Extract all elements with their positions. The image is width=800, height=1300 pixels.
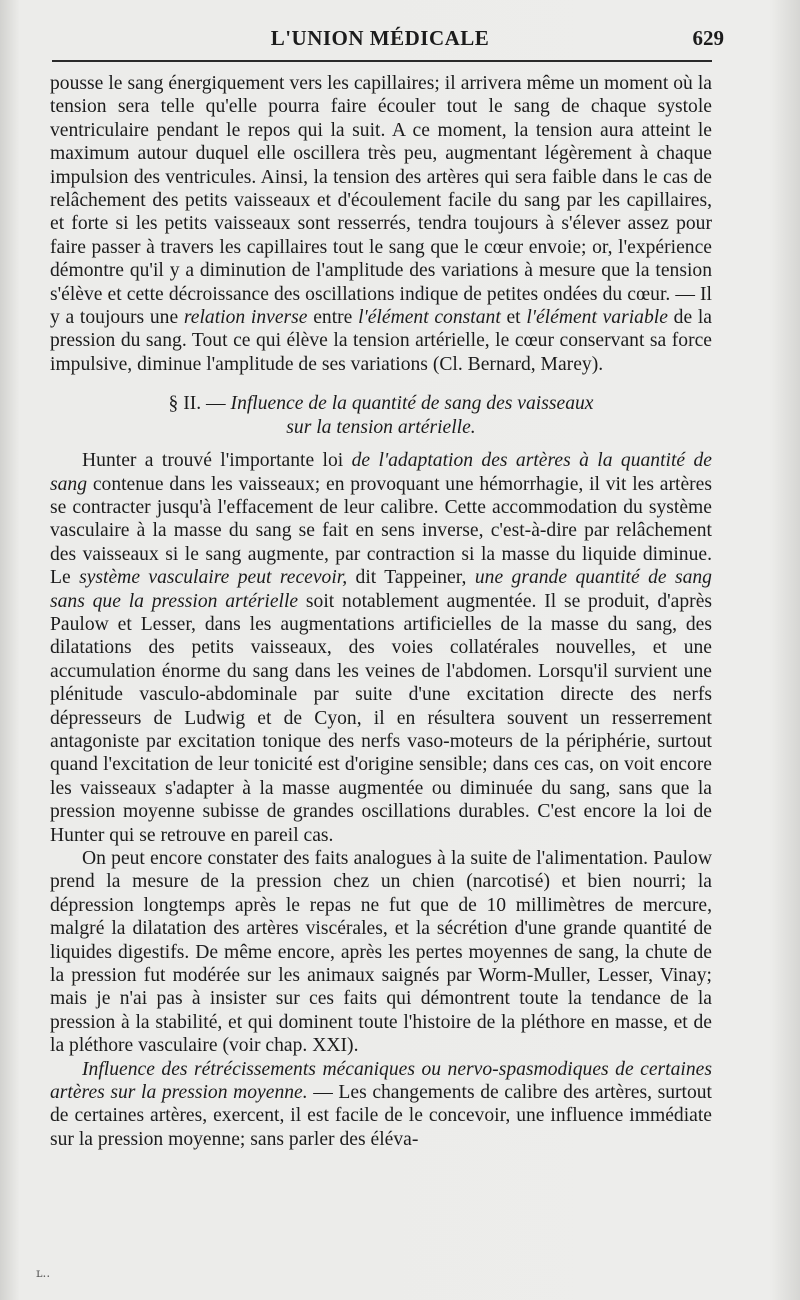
paragraph-2-text-c: dit Tappeiner, [355, 567, 467, 589]
paragraph-4-text: — Les changements de calibre des artères, surtout de certaines artères, exercent, il est facile de le concevoir, une influence immédiate sur la pression moyenne; sans parler des éléva- [50, 1082, 713, 1150]
paragraph-3-text: On peut encore constater des faits analogues à la suite de l'alimentation. Paulow prend la mesure de la pression chez un chien (narcotisé) et bien nourri; la dépression longtemps après le repas ne fut que de 10 millimètres de mercure, malgré la dilatation des artères viscérales, et la sécrétion d'une grande quantité de liquides digestifs. De même encore, après les pertes moyennes de sang, la chute de la pression fut modérée sur les animaux saignés par Worm-Muller, Lesser, Vinay; mais je n'ai pas à insister sur ces faits qui démontrent toute la tendance de la pression à la stabilité, et qui dominent toute l'histoire de la pléthore en masse, et de la pléthore vasculaire (voir chap. XXI). [50, 848, 712, 1057]
paragraph-2-emphasis-a: de l'adaptation des artères à la quantité de sang [50, 450, 712, 495]
header-rule [52, 60, 712, 62]
paragraph-2-emphasis-c: une grande quantité de sang sans que la pression artérielle [50, 567, 712, 612]
paragraph-1-text-c: et [506, 307, 521, 329]
paragraph-1-text-b: entre [313, 307, 353, 329]
journal-title: L'UNION MÉDICALE [270, 26, 490, 50]
paragraph-1-emphasis-b: l'élément constant [358, 307, 501, 329]
paragraph-2-emphasis-b: système vasculaire peut recevoir, [79, 567, 348, 589]
page-number: 629 [692, 26, 724, 50]
paragraph-4 [50, 1058, 712, 1152]
paragraph-4-emphasis: Influence des rétrécissements mécaniques ou nervo-spasmodiques de certaines artères sur la pression moyenne. [50, 1058, 712, 1104]
paragraph-1-text-d: de la pression du sang. Tout ce qui élève la tension artérielle, le cœur conservant sa force impulsive, diminue l'amplitude de ses variations (Cl. Bernard, Marey). [50, 307, 712, 375]
section-number: § II. — [168, 393, 226, 415]
paragraph-1-emphasis-c: l'élément variable [526, 307, 668, 329]
paragraph-1-emphasis-a: relation inverse [183, 307, 308, 329]
paragraph-3 [50, 847, 712, 1058]
article-body [50, 72, 712, 1151]
paragraph-2-text-a: Hunter a trouvé l'importante loi [82, 450, 344, 472]
paragraph-1-text-a: pousse le sang énergiquement vers les capillaires; il arrivera même un moment où la tension sera telle qu'elle pourra faire écouler tout le sang de chaque systole ventriculaire pendant le repos qui la suit. A ce moment, la tension aura atteint le maximum autour duquel elle oscillera très peu, augmentant légèrement à chaque impulsion des ventricules. Ainsi, la tension des artères qui sera faible dans le cas de relâchement des petits vaisseaux et d'écoulement facile du sang par les capillaires, et forte si les petits vaisseaux sont resserrés, tendra toujours à s'élever assez pour faire passer à travers les capillaires tout le sang que le cœur envoie; or, l'expérience démontre qu'il y a diminution de l'amplitude des variations à mesure que la tension s'élève et cette décroissance des oscillations indique de petites ondées du cœur. — Il y a toujours une [50, 73, 712, 329]
paragraph-2-text-d: soit notablement augmentée. Il se produit, d'après Paulow et Lesser, dans les augmentations artificielles de la masse du sang, des dilatations des petits vaisseaux, des voies collatérales nouvelles, et une accumulation énorme du sang dans les veines de l'abdomen. Lorsqu'il survient une plénitude vasculo-abdominale par suite d'une excitation directe des nerfs dépresseurs de Ludwig et de Cyon, il en résultera souvent un resserrement antagoniste par excitation tonique des nerfs vaso-moteurs de la périphérie, surtout quand l'excitation de leur tonicité est d'origine sensible; dans ces cas, on voit encore les vaisseaux s'adapter à la masse augmentée ou diminuée du sang, sans que la pression moyenne subisse de grandes oscillations durables. C'est encore la loi de Hunter qui se retrouve en pareil cas. [50, 590, 713, 846]
paragraph-2 [50, 449, 712, 847]
paragraph-2-text-b: contenue dans les vaisseaux; en provoquant une hémorrhagie, il vit les artères se contracter jusqu'à l'effacement de leur calibre. Cette accommodation du système vasculaire à la masse du sang se fait en sens inverse, c'est-à-dire par relâchement des vaisseaux si le sang augmente, par contraction si la masse du liquide diminue. Le [50, 473, 712, 589]
section-title-line-2: sur la tension artérielle. [286, 416, 476, 438]
section-heading [50, 392, 712, 439]
running-header [50, 26, 724, 56]
margin-mark: ʟ.. [36, 1266, 51, 1280]
section-title-line-1: Influence de la quantité de sang des vaisseaux [230, 393, 594, 415]
paragraph-1 [50, 72, 712, 376]
